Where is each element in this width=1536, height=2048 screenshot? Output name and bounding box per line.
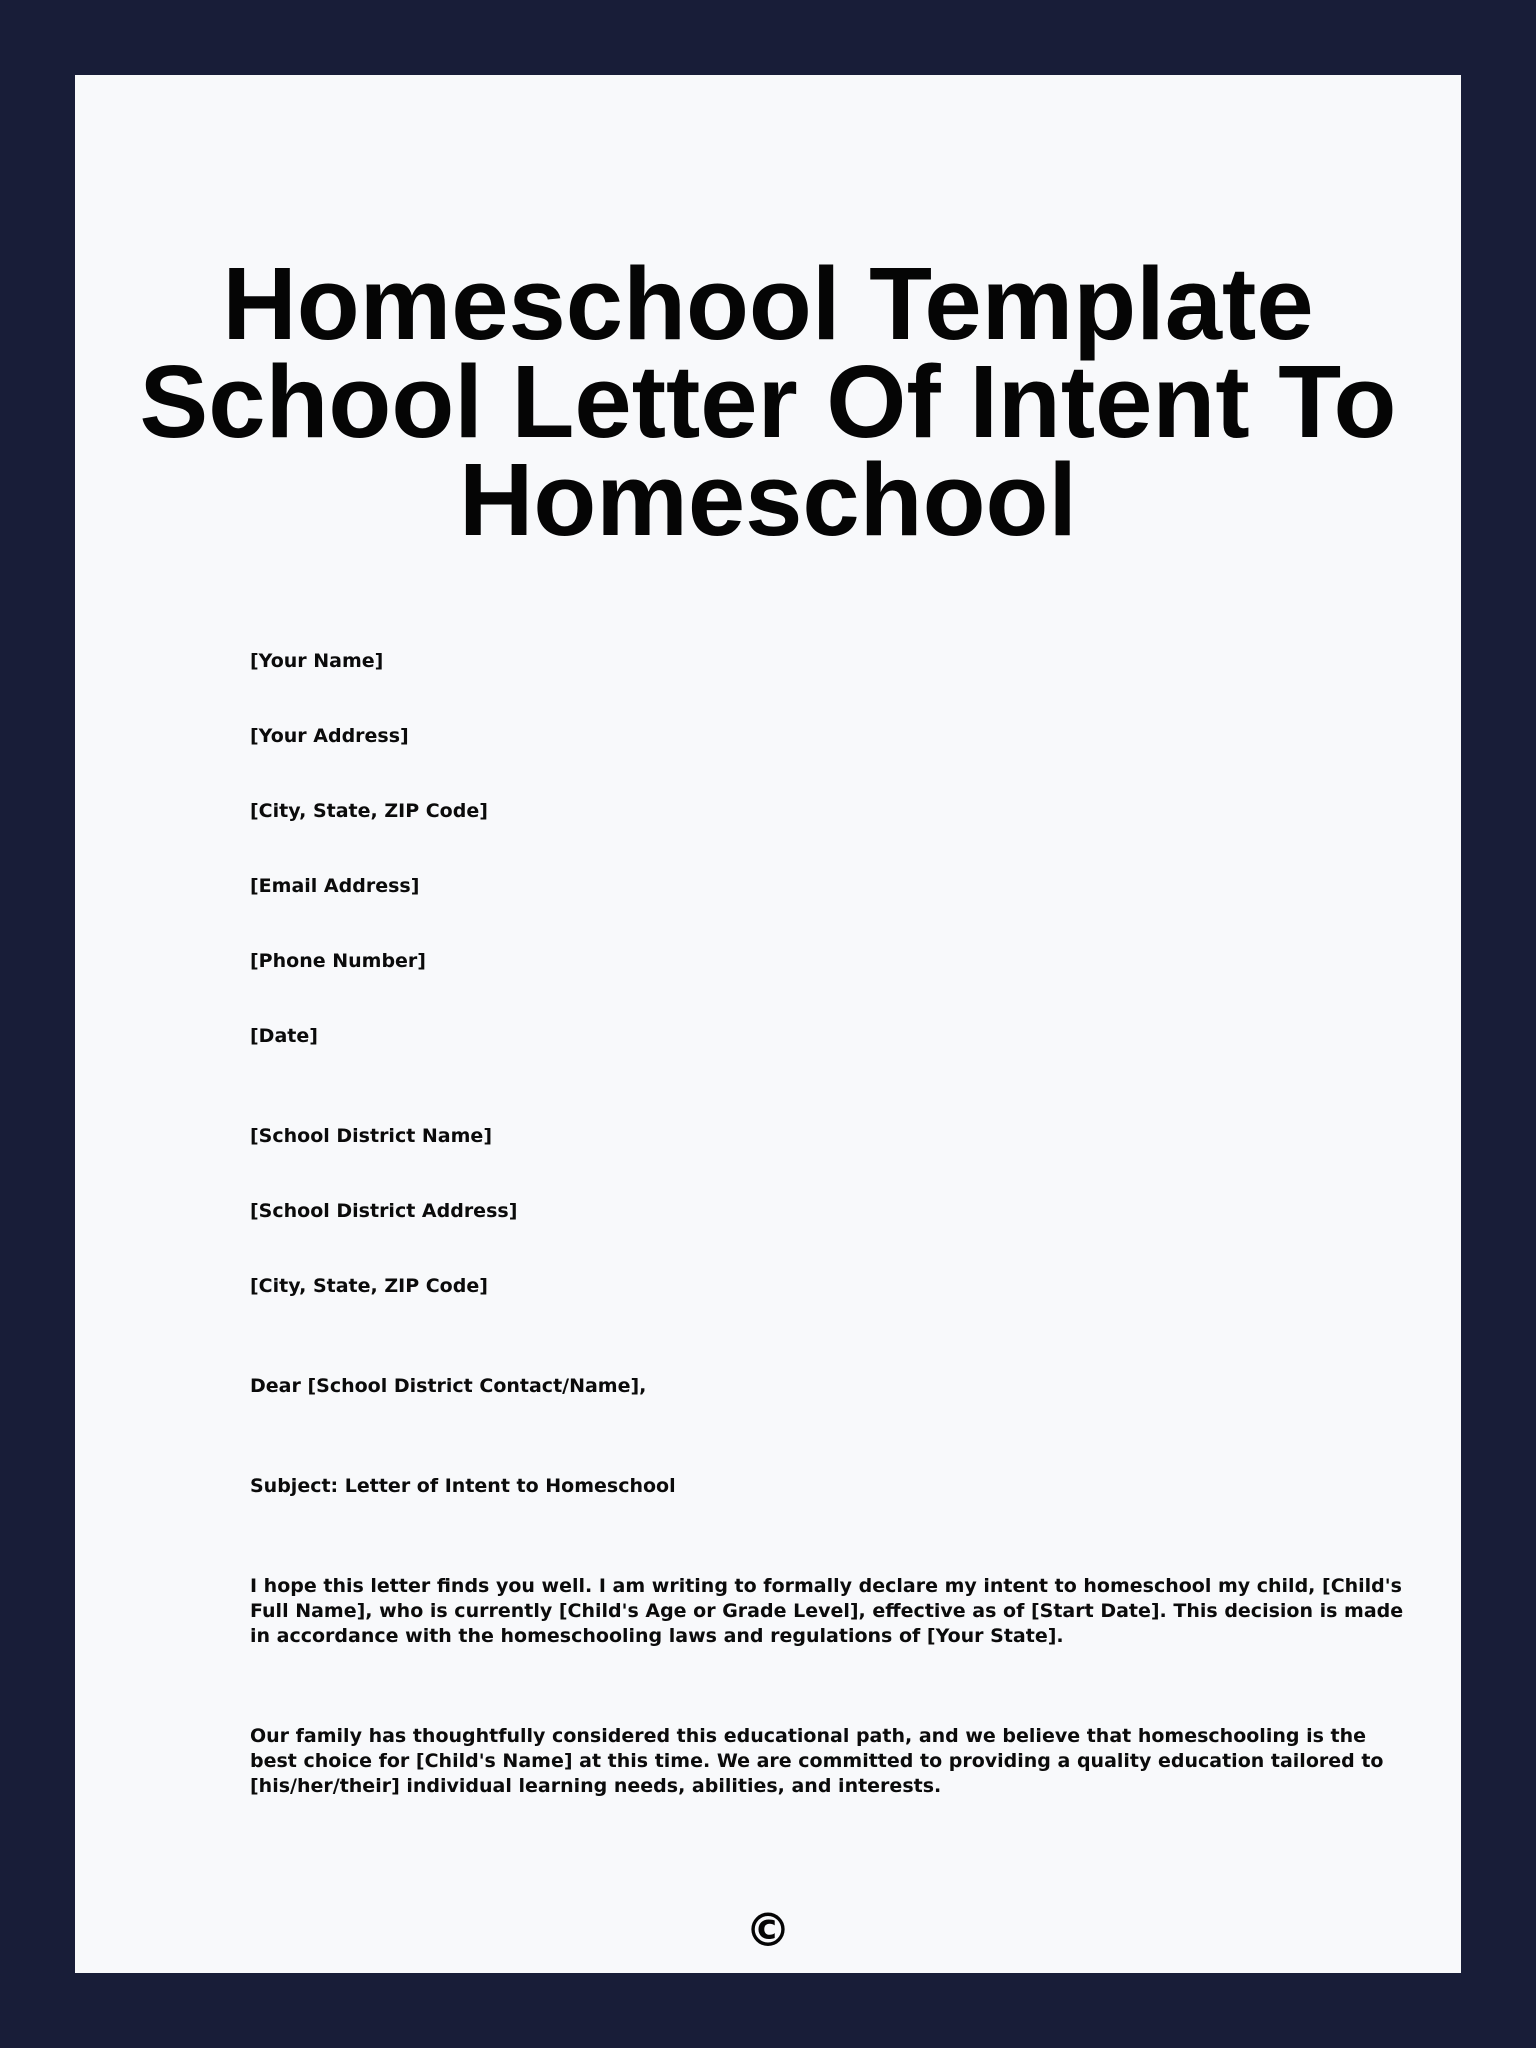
recipient-city-state-zip: [City, State, ZIP Code] — [250, 1275, 488, 1297]
page-title — [75, 246, 1461, 557]
sender-email: [Email Address] — [250, 875, 420, 897]
recipient-district-address: [School District Address] — [250, 1200, 518, 1222]
sender-name: [Your Name] — [250, 650, 384, 672]
letter-page — [75, 75, 1461, 1973]
paragraph-line: in accordance with the homeschooling laws and regulations of [Your State]. — [250, 1625, 1064, 1647]
copyright-icon: © — [745, 1903, 791, 1957]
salutation: Dear [School District Contact/Name], — [250, 1375, 647, 1397]
sender-phone: [Phone Number] — [250, 950, 426, 972]
paragraph-line: best choice for [Child's Name] at this time. We are committed to providing a quality education tailored to — [250, 1750, 1384, 1772]
title-line: Homeschool Template — [222, 246, 1314, 361]
body-paragraph — [250, 1724, 1384, 1799]
recipient-district-name: [School District Name] — [250, 1125, 492, 1147]
title-line: Homeschool — [458, 442, 1078, 557]
paragraph-line: Our family has thoughtfully considered this educational path, and we believe that homeschooling is the — [250, 1725, 1367, 1747]
paragraph-line: [his/her/their] individual learning needs, abilities, and interests. — [250, 1775, 942, 1797]
sender-address: [Your Address] — [250, 725, 409, 747]
sender-city-state-zip: [City, State, ZIP Code] — [250, 800, 488, 822]
paragraph-line: I hope this letter finds you well. I am writing to formally declare my intent to homeschool my child, [Child's — [250, 1575, 1402, 1597]
title-line: School Letter Of Intent To — [139, 344, 1397, 459]
letter-date: [Date] — [250, 1025, 318, 1047]
subject-line: Subject: Letter of Intent to Homeschool — [250, 1475, 676, 1497]
paragraph-line: Full Name], who is currently [Child's Age or Grade Level], effective as of [Start Date]. This decision is made — [250, 1600, 1404, 1622]
body-paragraph — [250, 1574, 1404, 1649]
